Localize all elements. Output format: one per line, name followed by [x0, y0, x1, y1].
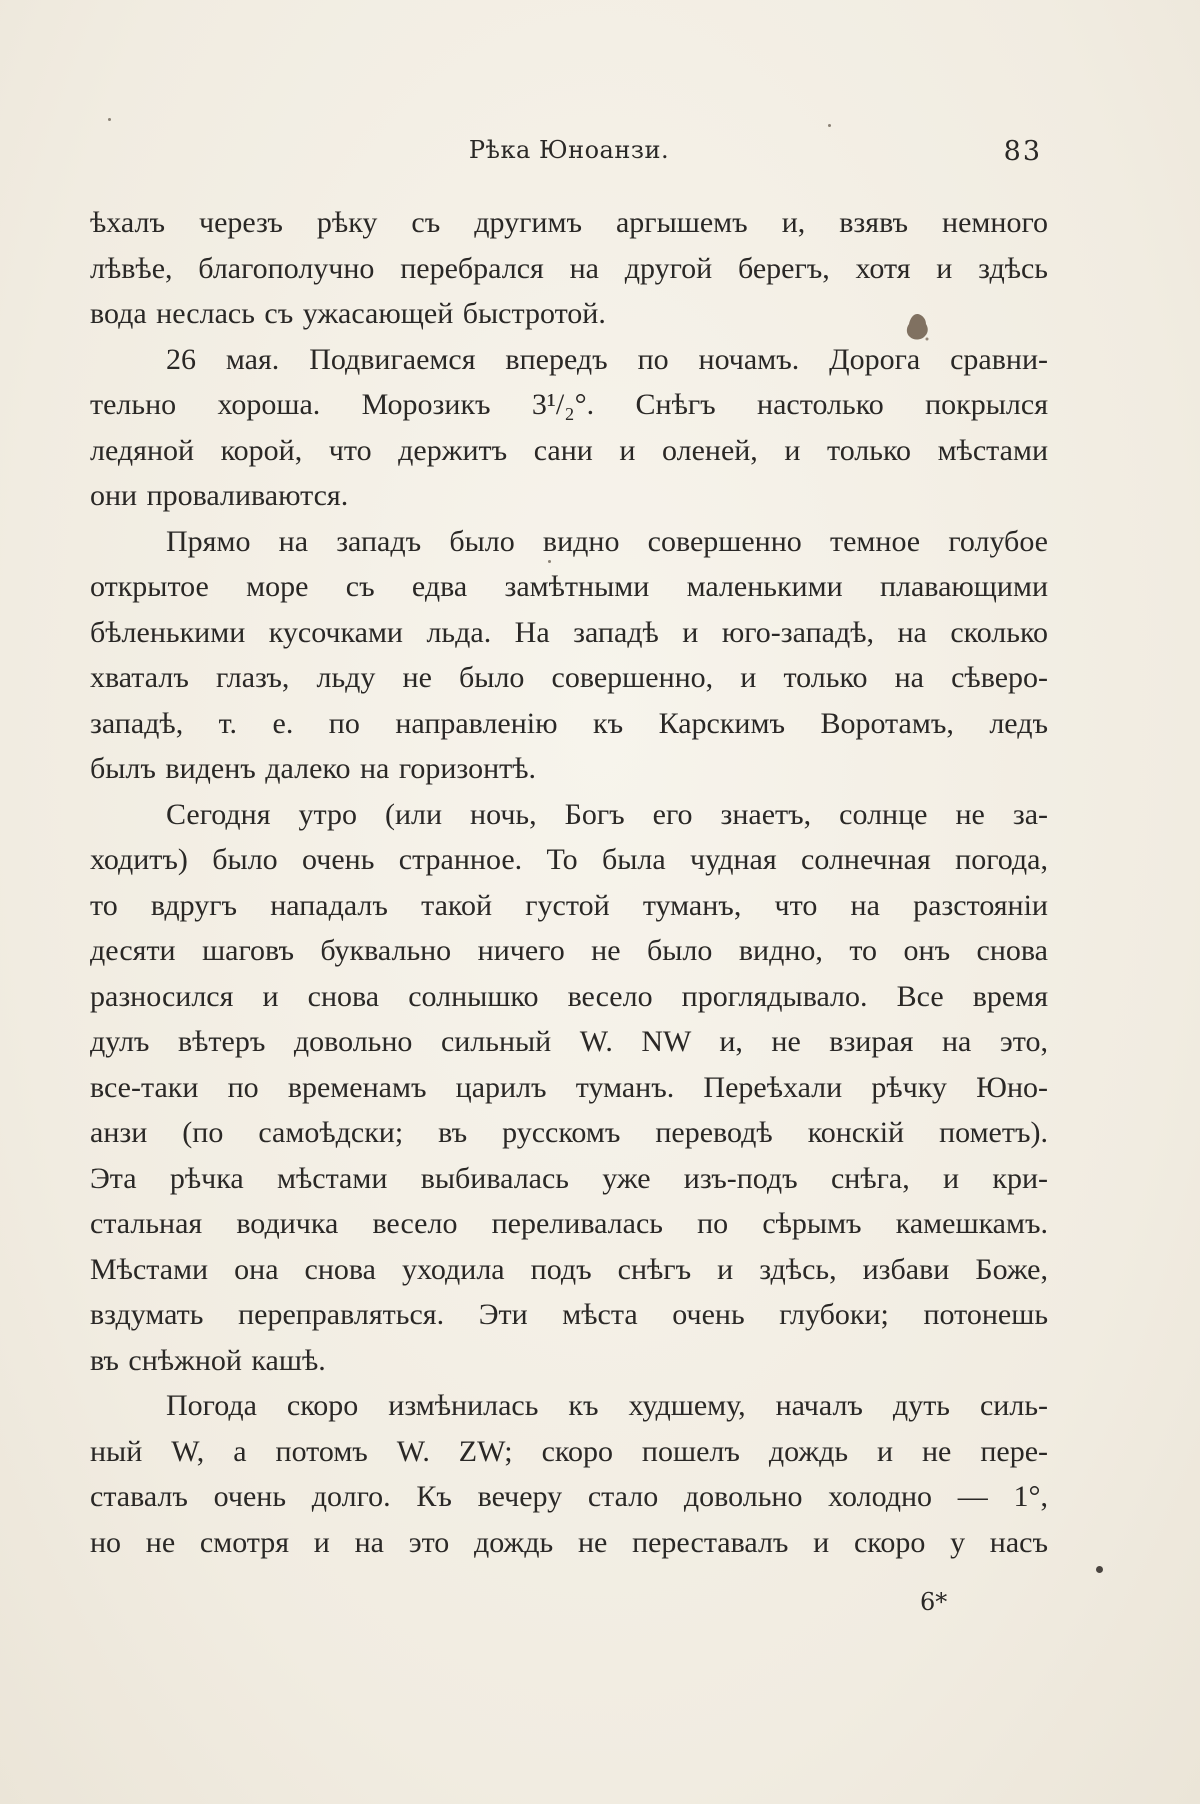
paragraph-3: [90, 519, 1048, 792]
text-line: все-таки по временамъ царилъ туманъ. Переѣхали рѣчку Юно-: [90, 1070, 1048, 1104]
text-line: разносился и снова солнышко весело проглядывало. Все время: [90, 979, 1048, 1013]
text-line: тельно хороша. Морозикъ 3¹/₂°. Снѣгъ настолько покрылся: [90, 388, 1048, 421]
text-line: десяти шаговъ буквально ничего не было видно, то онъ снова: [90, 934, 1048, 967]
text-line: Прямо на западъ было видно совершенно темное голубое: [166, 524, 1048, 558]
text-line: хваталъ глазъ, льду не было совершенно, и только на сѣверо-: [90, 661, 1048, 694]
paragraph-5: [90, 1383, 1048, 1565]
paper-speck: [548, 560, 551, 563]
paragraph-4: [90, 792, 1048, 1384]
text-line: стальная водичка весело переливалась по сѣрымъ камешкамъ.: [90, 1207, 1048, 1240]
text-line: былъ виденъ далеко на горизонтѣ.: [90, 752, 537, 785]
text-line: западѣ, т. е. по направленію къ Карскимъ Воротамъ, ледъ: [90, 706, 1048, 740]
text-line: дулъ вѣтеръ довольно сильный W. NW и, не взирая на это,: [90, 1025, 1048, 1058]
text-line: но не смотря и на это дождь не переставалъ и скоро у насъ: [90, 1525, 1048, 1559]
text-line: ѣхалъ черезъ рѣку съ другимъ аргышемъ и, взявъ немного: [90, 206, 1048, 239]
text-line: они проваливаются.: [90, 479, 349, 512]
text-line: 26 мая. Подвигаемся впередъ по ночамъ. Дорога сравни-: [166, 342, 1048, 376]
text-line: ходитъ) было очень странное. То была чудная солнечная погода,: [90, 843, 1048, 876]
ink-blot-icon: [904, 312, 930, 342]
text-line: ставалъ очень долго. Къ вечеру стало довольно холодно — 1°,: [90, 1480, 1048, 1513]
text-line: вздумать переправляться. Эти мѣста очень глубоки; потонешь: [90, 1298, 1048, 1331]
signature-mark: 6*: [920, 1588, 948, 1616]
text-line: вода неслась съ ужасающей быстротой.: [90, 297, 606, 330]
text-line: анзи (по самоѣдски; въ русскомъ переводѣ конскій пометъ).: [90, 1116, 1048, 1149]
page-number: 83: [1003, 136, 1042, 167]
text-line: ный W, а потомъ W. ZW; скоро пошелъ дождь и не пере-: [90, 1434, 1048, 1468]
body-text: [90, 200, 1048, 1565]
text-line: то вдругъ нападалъ такой густой туманъ, что на разстояніи: [90, 888, 1048, 922]
text-line: Эта рѣчка мѣстами выбивалась уже изъ-подъ снѣга, и кри-: [90, 1161, 1048, 1195]
paragraph-2: [90, 337, 1048, 519]
running-title: Рѣка Юноанзи.: [468, 136, 670, 164]
text-line: бѣленькими кусочками льда. На западѣ и юго-западѣ, на сколько: [90, 615, 1048, 649]
page-header: [90, 136, 1048, 176]
text-line: лѣвѣе, благополучно перебрался на другой берегъ, хотя и здѣсь: [90, 251, 1048, 285]
edge-mark: [1096, 1566, 1103, 1573]
text-line: Сегодня утро (или ночь, Богъ его знаетъ, солнце не за-: [166, 797, 1048, 831]
paper-speck: [828, 124, 831, 127]
text-line: Погода скоро измѣнилась къ худшему, началъ дуть силь-: [166, 1389, 1048, 1422]
text-line: Мѣстами она снова уходила подъ снѣгъ и здѣсь, избави Боже,: [90, 1252, 1048, 1286]
text-line: открытое море съ едва замѣтными маленькими плавающими: [90, 570, 1048, 603]
text-line: ледяной корой, что держитъ сани и оленей, и только мѣстами: [90, 433, 1048, 467]
paper-speck: [108, 118, 111, 121]
text-line: въ снѣжной кашѣ.: [90, 1343, 326, 1377]
